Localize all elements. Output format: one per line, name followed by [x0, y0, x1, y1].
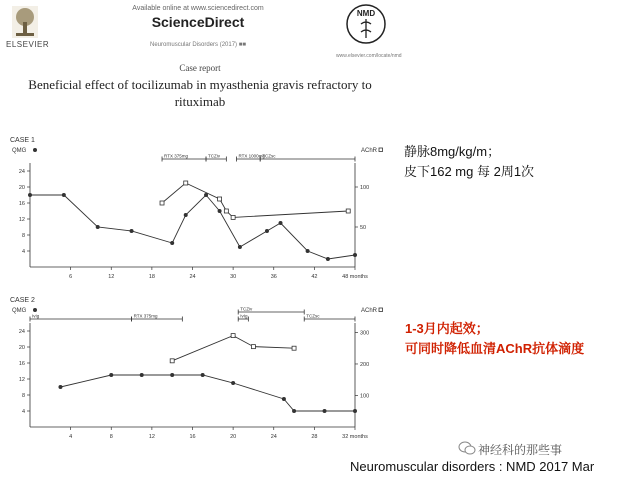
case1-x-tick-label: 12 [108, 274, 115, 280]
case2-left-axis-label: QMG [12, 308, 27, 314]
nmd-logo [344, 4, 388, 52]
case1-right-axis-marker [379, 148, 383, 152]
case1-x-tick-label: 42 [311, 274, 318, 280]
sciencedirect-logo-text: ScienceDirect [151, 14, 245, 30]
case1-treatment-label: RTX 375mg [164, 153, 188, 159]
case2-treatment-label: TCZiv [240, 306, 253, 312]
case1-x-tick-label: 48 months [342, 274, 368, 280]
case1-data-point-qmg [353, 253, 357, 257]
case1-y-tick-label-left: 8 [21, 233, 25, 239]
case2-y-tick-label-left: 8 [21, 393, 25, 399]
case2-x-tick-label: 12 [148, 434, 155, 440]
case2-y-tick-label-left: 16 [18, 361, 25, 367]
case2-data-point-qmg [292, 409, 296, 413]
case1-y-tick-label-left: 4 [21, 249, 25, 255]
case2-y-tick-label-right: 300 [360, 330, 370, 337]
paper-title [10, 76, 390, 110]
case2-x-tick-label: 24 [270, 434, 277, 440]
case2-treatment-label: TCZsc [306, 313, 320, 319]
case1-x-tick-label: 36 [270, 274, 277, 280]
case1-y-tick-label-right: 50 [360, 225, 367, 231]
elsevier-logo [12, 6, 38, 38]
nmd-logo-text: NMD [356, 9, 376, 18]
case2-treatment-label: RTX 375mg [133, 313, 158, 319]
case2-data-point-qmg [58, 385, 62, 389]
case1-data-point-achr [346, 209, 350, 213]
case2-data-point-achr [170, 359, 174, 363]
case1-x-tick-label: 18 [148, 274, 155, 280]
case1-data-point-qmg [130, 229, 134, 233]
case2-series-line-qmg [61, 375, 356, 411]
case-1-chart [0, 130, 400, 290]
case1-data-point-achr [224, 209, 228, 213]
case1-x-tick-label: 24 [189, 274, 196, 280]
case1-y-tick-label-left: 16 [18, 201, 25, 207]
article-type: Case report [179, 63, 221, 73]
dosage-line-iv: 静脉8mg/kg/m； [404, 144, 501, 159]
case1-left-axis-marker [33, 148, 37, 152]
case1-data-point-achr [184, 181, 188, 185]
case1-y-tick-label-left: 12 [18, 217, 25, 223]
dosage-line-sc: 皮下162 mg 每 2周1次 [404, 164, 535, 179]
journal-citation: Neuromuscular Disorders (2017) ■■ [150, 42, 246, 48]
case1-title: CASE 1 [10, 137, 35, 144]
case1-data-point-qmg [265, 229, 269, 233]
case2-x-tick-label: 20 [230, 434, 237, 440]
paper-title-line-2: rituximab [174, 94, 226, 109]
case2-data-point-achr [231, 334, 235, 338]
case2-treatment-label: IvIg [240, 313, 248, 319]
case2-y-tick-label-left: 4 [21, 409, 25, 415]
onset-callout [405, 319, 584, 359]
case1-data-point-qmg [218, 209, 222, 213]
case2-treatment-label: IvIg [32, 313, 40, 319]
watermark-text: 神经科的那些事 [478, 443, 563, 457]
case2-data-point-achr [292, 346, 296, 350]
case2-data-point-qmg [170, 373, 174, 377]
case2-y-tick-label-left: 20 [18, 345, 25, 351]
case1-data-point-achr [218, 197, 222, 201]
case1-data-point-qmg [62, 193, 66, 197]
journal-website: www.elsevier.com/locate/nmd [336, 53, 402, 59]
case1-data-point-qmg [184, 213, 188, 217]
case1-y-tick-label-right: 100 [360, 185, 370, 191]
case2-right-axis-marker [379, 308, 383, 312]
case2-x-tick-label: 8 [109, 434, 113, 440]
case1-left-axis-label: QMG [12, 148, 27, 154]
case1-right-axis-label: AChR [361, 148, 378, 154]
case1-y-tick-label-left: 20 [18, 185, 25, 191]
case2-series-line-achr [172, 336, 294, 361]
elsevier-label: ELSEVIER [6, 40, 50, 49]
wechat-icon [458, 441, 476, 455]
case2-data-point-qmg [353, 409, 357, 413]
case2-right-axis-label: AChR [361, 308, 378, 314]
case1-x-tick-label: 6 [69, 274, 73, 280]
case1-treatment-label: TCZiv [208, 153, 221, 159]
case1-data-point-qmg [326, 257, 330, 261]
case1-treatment-label: TCZsc [262, 153, 276, 159]
onset-line-2: 可同时降低血清AChR抗体滴度 [405, 341, 585, 356]
case2-data-point-qmg [282, 397, 286, 401]
case2-y-tick-label-right: 100 [360, 393, 370, 400]
case2-x-tick-label: 32 months [342, 434, 368, 440]
case1-y-tick-label-left: 24 [18, 169, 25, 175]
case2-data-point-qmg [323, 409, 327, 413]
case1-data-point-qmg [96, 225, 100, 229]
case1-data-point-achr [231, 215, 235, 219]
case2-data-point-qmg [140, 373, 144, 377]
case2-data-point-qmg [109, 373, 113, 377]
case2-data-point-qmg [231, 381, 235, 385]
case2-x-tick-label: 28 [311, 434, 318, 440]
onset-line-1: 1-3月内起效； [405, 321, 489, 336]
case2-x-tick-label: 16 [189, 434, 196, 440]
case1-series-line-qmg [30, 195, 355, 259]
case2-data-point-qmg [201, 373, 205, 377]
case2-data-point-achr [251, 345, 255, 349]
dosage-annotation [404, 142, 534, 182]
case2-title: CASE 2 [10, 297, 35, 304]
case-2-chart [0, 290, 400, 450]
case1-data-point-qmg [279, 221, 283, 225]
case1-x-tick-label: 30 [230, 274, 237, 280]
case2-left-axis-marker [33, 308, 37, 312]
case2-y-tick-label-right: 200 [360, 361, 370, 368]
case1-data-point-qmg [170, 241, 174, 245]
case1-series-line-achr [162, 183, 348, 217]
footer-citation: Neuromuscular disorders : NMD 2017 Mar [350, 459, 595, 474]
case1-data-point-achr [160, 201, 164, 205]
case2-x-tick-label: 4 [69, 434, 73, 440]
case2-y-tick-label-left: 24 [18, 329, 25, 335]
available-online-text: Available online at www.sciencedirect.com [132, 5, 264, 12]
case1-treatment-label: RTX 1000mg [238, 153, 265, 159]
case1-data-point-qmg [306, 249, 310, 253]
case2-y-tick-label-left: 12 [18, 377, 25, 383]
paper-title-line-1: Beneficial effect of tocilizumab in myasthenia gravis refractory to [28, 77, 372, 92]
case1-data-point-qmg [28, 193, 32, 197]
case1-data-point-qmg [238, 245, 242, 249]
